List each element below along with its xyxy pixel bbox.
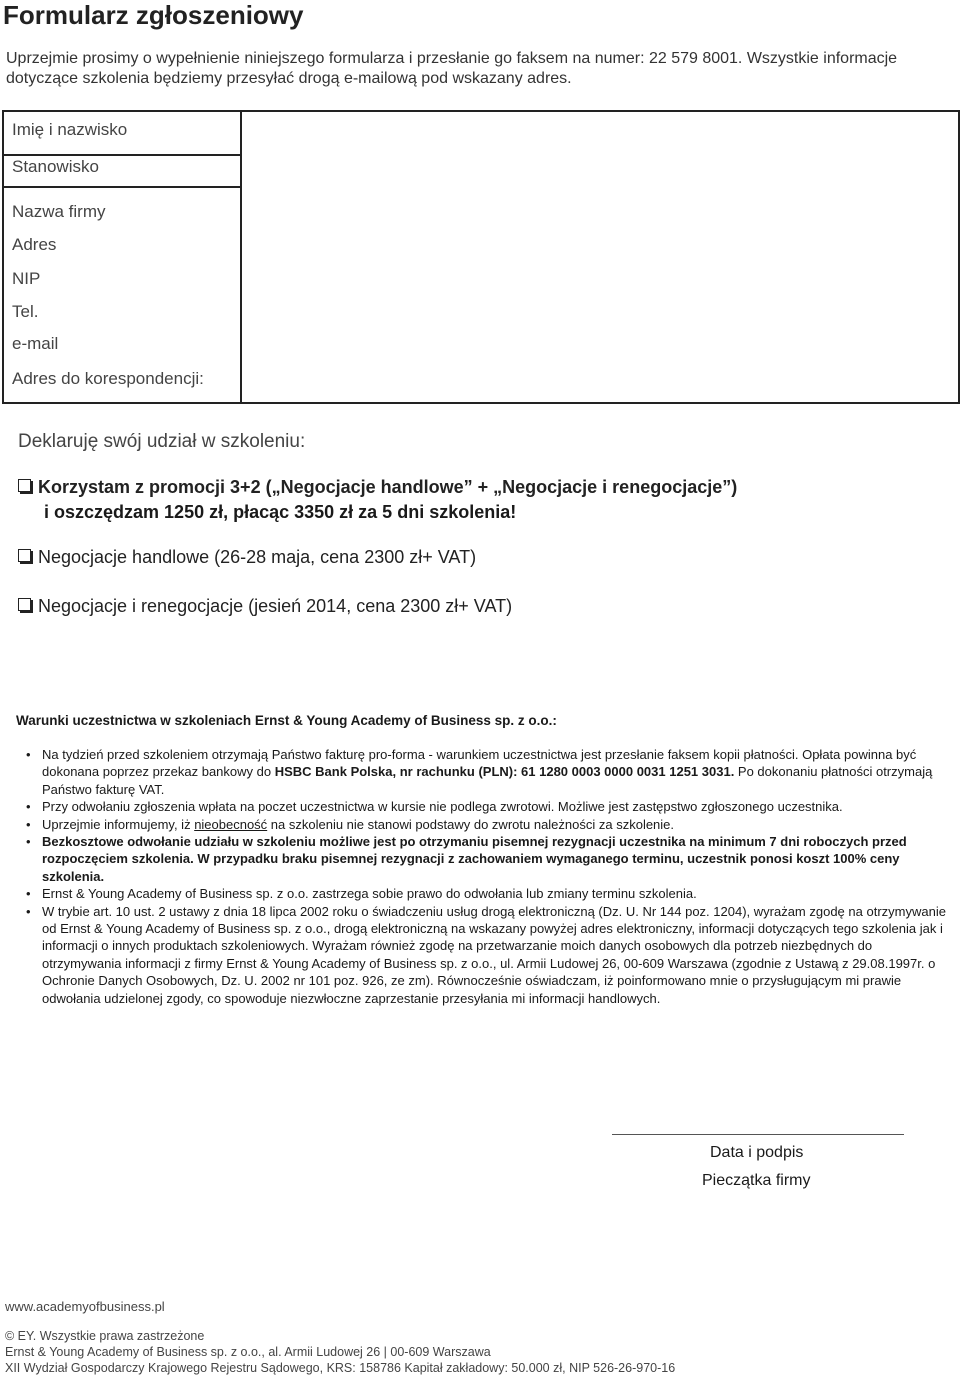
field-label-position: Stanowisko xyxy=(12,157,99,176)
bullet-icon: • xyxy=(26,834,31,850)
option-promo-label: Korzystam z promocji 3+2 („Negocjacje handlowe” + „Negocjacje i renegocjacje”) xyxy=(38,477,738,497)
option-trade-negotiations[interactable] xyxy=(18,547,476,568)
bullet-icon: • xyxy=(26,903,31,919)
terms-list xyxy=(26,746,946,1007)
footer xyxy=(5,1328,675,1376)
intro-text: Uprzejmie prosimy o wypełnienie niniejszego formularza i przesłanie go faksem na numer: 22 579 8001. Wszystkie informacje dotyczące szkolenia będziemy przesyłać drogą e-mailową pod wskazany adres. xyxy=(6,50,898,87)
bullet-icon: • xyxy=(26,747,31,762)
checkbox-icon[interactable] xyxy=(18,598,31,611)
table-row-divider xyxy=(4,154,241,156)
checkbox-icon[interactable] xyxy=(18,479,31,492)
signature-line xyxy=(612,1134,904,1135)
bullet-icon: • xyxy=(26,886,31,902)
field-label-nip: NIP xyxy=(12,269,41,288)
term-text: na szkoleniu nie stanowi podstawy do zwrotu należności za szkolenie. xyxy=(267,816,675,832)
field-label-address: Adres xyxy=(12,235,57,254)
option-trade-negotiations-label: Negocjacje handlowe (26-28 maja, cena 2300 zł+ VAT) xyxy=(38,547,477,567)
term-text: Ernst & Young Academy of Business sp. z o.o. zastrzega sobie prawo do odwołania lub zmiany terminu szkolenia. xyxy=(42,886,697,902)
list-item xyxy=(26,798,946,815)
field-label-email: e-mail xyxy=(12,334,59,353)
option-renegotiations[interactable] xyxy=(18,596,512,617)
list-item xyxy=(26,746,946,798)
list-item xyxy=(26,903,946,1007)
footer-address: Ernst & Young Academy of Business sp. z o.o., al. Armii Ludowej 26 | 00-609 Warszawa xyxy=(5,1345,491,1359)
term-text: W trybie art. 10 ust. 2 ustawy z dnia 18 lipca 2002 roku o świadczeniu usług drogą elektroniczną (Dz. U. Nr 144 poz. 1204), wyrażam zgodę na otrzymywanie od Ernst & Young Academy of Business sp. z o.o., drogą elektroniczną na wskazany powyżej adres elektroniczny, informacji dotyczących tego szkolenia jak i informacji o innych produktach szkoleniowych. Wyrażam również zgodę na przetwarzanie moich danych osobowych dla potrzeb niezbędnych do otrzymywania informacji z firmy Ernst & Young Academy of Business sp. z o.o., ul. Armii Ludowej 26, 00-609 Warszawa (zgodnie z Ustawą z 29.08.1997r. o Ochronie Danych Osobowych, Dz. U. 2002 nr 101 poz. 926, ze zm). Równocześnie oświadczam, iż poinformowano mnie o przysługującym mi prawie odwołania udzielonej zgody, co spowoduje niezwłoczne zaprzestanie przesyłania mi informacji handlowych. xyxy=(42,903,946,1006)
field-label-company: Nazwa firmy xyxy=(12,202,106,221)
term-text: Po dokonaniu płatności otrzymają Państwo fakturę VAT. xyxy=(42,764,933,797)
declaration-heading: Deklaruję swój udział w szkoleniu: xyxy=(18,431,306,452)
page-title: Formularz zgłoszeniowy xyxy=(3,0,304,30)
field-label-name: Imię i nazwisko xyxy=(12,120,128,139)
term-text: Przy odwołaniu zgłoszenia wpłata na poczet uczestnictwa w kursie nie podlega zwrotowi. Możliwe jest zastępstwo zgłoszonego uczestnika. xyxy=(42,799,843,815)
checkbox-icon[interactable] xyxy=(18,549,31,562)
registration-form-table xyxy=(2,110,960,404)
list-item xyxy=(26,885,946,902)
table-row-divider xyxy=(4,186,241,188)
bullet-icon: • xyxy=(26,816,31,832)
term-text: Na tydzień przed szkoleniem otrzymają Państwo fakturę pro-forma - warunkiem uczestnictwa jest przesłanie faksem kopii płatności. Opłata powinna być dokonana poprzez przekaz bankowy do xyxy=(42,747,917,780)
signature-date-label: Data i podpis xyxy=(710,1144,804,1161)
bank-account: HSBC Bank Polska, nr rachunku (PLN): 61 1280 0003 0000 0031 1251 3031. xyxy=(274,764,735,780)
option-renegotiations-label: Negocjacje i renegocjacje (jesień 2014, cena 2300 zł+ VAT) xyxy=(38,596,513,616)
list-item xyxy=(26,833,946,885)
list-item xyxy=(26,816,946,833)
field-label-phone: Tel. xyxy=(12,302,39,321)
terms-heading: Warunki uczestnictwa w szkoleniach Ernst & Young Academy of Business sp. z o.o.: xyxy=(16,713,557,728)
company-stamp-label: Pieczątka firmy xyxy=(702,1172,811,1189)
option-promo[interactable] xyxy=(18,477,737,498)
website-link[interactable]: www.academyofbusiness.pl xyxy=(5,1299,165,1314)
term-text-bold: Bezkosztowe odwołanie udziału w szkoleniu możliwe jest po otrzymaniu pisemnej rezygnacji uczestnika na minimum 7 dni roboczych przed rozpoczęciem szkolenia. W przypadku braku pisemnej rezygnacji z zachowaniem wymaganego terminu, uczestnik ponosi koszt 100% ceny szkolenia. xyxy=(42,834,907,884)
bullet-icon: • xyxy=(26,799,31,815)
term-underlined: nieobecność xyxy=(194,816,268,832)
field-label-correspondence-address: Adres do korespondencji: xyxy=(12,369,204,388)
footer-registry: XII Wydział Gospodarczy Krajowego Rejestru Sądowego, KRS: 158786 Kapitał zakładowy: 50.000 zł, NIP 526-26-970-16 xyxy=(5,1361,676,1375)
option-promo-label-line2: i oszczędzam 1250 zł, płacąc 3350 zł za 5 dni szkolenia! xyxy=(44,502,517,522)
term-text: Uprzejmie informujemy, iż xyxy=(42,816,195,832)
footer-copyright: © EY. Wszystkie prawa zastrzeżone xyxy=(5,1329,205,1343)
